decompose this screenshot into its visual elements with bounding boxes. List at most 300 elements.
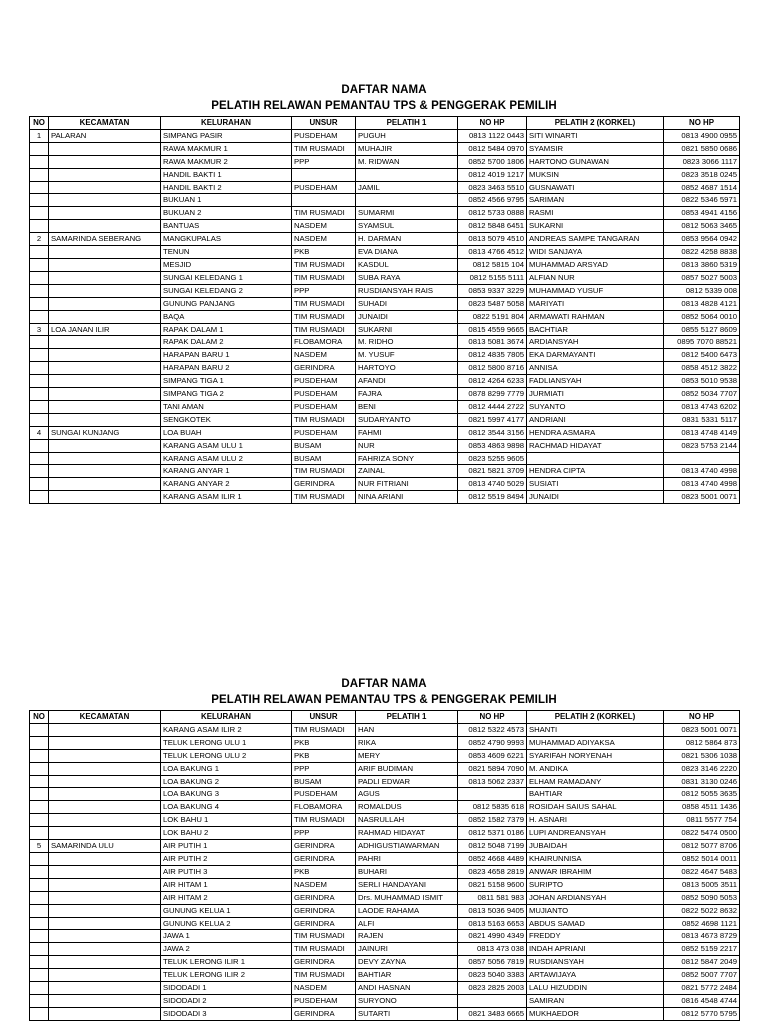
cell-no-hp-2: 0852 4698 1121 bbox=[664, 917, 740, 930]
table-row bbox=[30, 491, 740, 504]
cell-pelatih-1: ADHIGUSTIAWARMAN bbox=[356, 840, 458, 853]
cell-pelatih-2: SYARIFAH NORYENAH bbox=[527, 749, 664, 762]
cell-no bbox=[30, 142, 49, 155]
cell-unsur: GERINDRA bbox=[292, 956, 356, 969]
cell-no-hp-2: 0811 5577 754 bbox=[664, 814, 740, 827]
cell-kelurahan: LOA BAKUNG 3 bbox=[161, 788, 292, 801]
cell-pelatih-2 bbox=[527, 452, 664, 465]
cell-pelatih-2: BACHTIAR bbox=[527, 323, 664, 336]
cell-no-hp-2: 0813 4900 0955 bbox=[664, 129, 740, 142]
cell-no-hp-1: 0815 4559 9665 bbox=[458, 323, 527, 336]
cell-no-hp-2: 0858 4512 3822 bbox=[664, 362, 740, 375]
cell-no-hp-1: 0812 3544 3156 bbox=[458, 426, 527, 439]
cell-unsur: GERINDRA bbox=[292, 904, 356, 917]
cell-unsur: GERINDRA bbox=[292, 852, 356, 865]
cell-pelatih-2: MUKHAEDOR bbox=[527, 1007, 664, 1020]
cell-no-hp-1: 0852 4668 4489 bbox=[458, 852, 527, 865]
cell-pelatih-2: ROSIDAH SAIUS SAHAL bbox=[527, 801, 664, 814]
cell-no-hp-1: 0813 5036 9405 bbox=[458, 904, 527, 917]
cell-no-hp-2: 0822 4258 8838 bbox=[664, 246, 740, 259]
cell-no-hp-2: 0852 4687 1514 bbox=[664, 181, 740, 194]
cell-no: 2 bbox=[30, 233, 49, 246]
cell-pelatih-2: ABDUS SAMAD bbox=[527, 917, 664, 930]
cell-no bbox=[30, 491, 49, 504]
cell-no bbox=[30, 181, 49, 194]
cell-no-hp-1: 0822 5191 804 bbox=[458, 310, 527, 323]
cell-no-hp-1: 0813 5079 4510 bbox=[458, 233, 527, 246]
cell-unsur: NASDEM bbox=[292, 982, 356, 995]
cell-kelurahan: LOA BAKUNG 2 bbox=[161, 775, 292, 788]
cell-kelurahan: TELUK LERONG ILIR 2 bbox=[161, 969, 292, 982]
cell-kecamatan bbox=[49, 413, 161, 426]
cell-pelatih-2: LALU HIZUDDIN bbox=[527, 982, 664, 995]
cell-unsur: TIM RUSMADI bbox=[292, 969, 356, 982]
cell-pelatih-2: ANWAR IBRAHIM bbox=[527, 865, 664, 878]
table-row bbox=[30, 207, 740, 220]
cell-no-hp-1: 0821 4990 4349 bbox=[458, 930, 527, 943]
table-row bbox=[30, 142, 740, 155]
table-row bbox=[30, 762, 740, 775]
table-header-row bbox=[30, 711, 740, 724]
cell-kecamatan bbox=[49, 749, 161, 762]
cell-no bbox=[30, 271, 49, 284]
cell-no bbox=[30, 723, 49, 736]
table-row bbox=[30, 129, 740, 142]
cell-unsur: PPP bbox=[292, 155, 356, 168]
cell-no-hp-1: 0823 3463 5510 bbox=[458, 181, 527, 194]
cell-no-hp-1 bbox=[458, 788, 527, 801]
cell-unsur: PPP bbox=[292, 762, 356, 775]
cell-kecamatan bbox=[49, 400, 161, 413]
cell-unsur: NASDEM bbox=[292, 220, 356, 233]
cell-no-hp-1: 0852 1582 7379 bbox=[458, 814, 527, 827]
cell-no-hp-2: 0813 3860 5319 bbox=[664, 258, 740, 271]
cell-pelatih-2: SURIPTO bbox=[527, 878, 664, 891]
cell-unsur: PPP bbox=[292, 827, 356, 840]
cell-kecamatan bbox=[49, 865, 161, 878]
cell-kecamatan bbox=[49, 762, 161, 775]
cell-pelatih-2: ANNISA bbox=[527, 362, 664, 375]
cell-no-hp-2 bbox=[664, 452, 740, 465]
cell-kecamatan bbox=[49, 969, 161, 982]
cell-pelatih-2: RACHMAD HIDAYAT bbox=[527, 439, 664, 452]
cell-unsur: TIM RUSMADI bbox=[292, 310, 356, 323]
cell-kelurahan: AIR PUTIH 3 bbox=[161, 865, 292, 878]
cell-unsur: PUSDEHAM bbox=[292, 388, 356, 401]
document-subtitle: PELATIH RELAWAN PEMANTAU TPS & PENGGERAK PEMILIH bbox=[211, 694, 557, 706]
cell-no-hp-1: 0812 4264 6233 bbox=[458, 375, 527, 388]
table-row bbox=[30, 840, 740, 853]
cell-no bbox=[30, 982, 49, 995]
cell-no-hp-2: 0822 5022 8632 bbox=[664, 904, 740, 917]
table-row bbox=[30, 258, 740, 271]
cell-pelatih-2: SUYANTO bbox=[527, 400, 664, 413]
col-header-pelatih-2: PELATIH 2 (KORKEL) bbox=[527, 711, 664, 724]
cell-no bbox=[30, 891, 49, 904]
cell-no-hp-2: 0823 3146 2220 bbox=[664, 762, 740, 775]
col-header-unsur: UNSUR bbox=[292, 117, 356, 130]
cell-no bbox=[30, 246, 49, 259]
col-header-no-hp-1: NO HP bbox=[458, 117, 527, 130]
col-header-kecamatan: KECAMATAN bbox=[49, 117, 161, 130]
col-header-unsur: UNSUR bbox=[292, 711, 356, 724]
table-row bbox=[30, 723, 740, 736]
cell-kelurahan: KARANG ASAM ILIR 2 bbox=[161, 723, 292, 736]
cell-kecamatan bbox=[49, 878, 161, 891]
cell-no bbox=[30, 943, 49, 956]
cell-no-hp-1: 0821 3483 6665 bbox=[458, 1007, 527, 1020]
cell-unsur: BUSAM bbox=[292, 452, 356, 465]
table-row bbox=[30, 749, 740, 762]
cell-kecamatan bbox=[49, 917, 161, 930]
cell-kelurahan: TELUK LERONG ILIR 1 bbox=[161, 956, 292, 969]
cell-kelurahan: RAWA MAKMUR 1 bbox=[161, 142, 292, 155]
cell-pelatih-2: FREDDY bbox=[527, 930, 664, 943]
cell-pelatih-2: MUHAMMAD ADIYAKSA bbox=[527, 736, 664, 749]
cell-no-hp-2: 0813 4740 4998 bbox=[664, 478, 740, 491]
cell-no-hp-1: 0812 4444 2722 bbox=[458, 400, 527, 413]
cell-pelatih-1: FAJRA bbox=[356, 388, 458, 401]
cell-no-hp-2: 0812 5055 3635 bbox=[664, 788, 740, 801]
cell-pelatih-2: SUKARNI bbox=[527, 220, 664, 233]
cell-kelurahan: LOA BAKUNG 1 bbox=[161, 762, 292, 775]
cell-pelatih-2: LUPI ANDREANSYAH bbox=[527, 827, 664, 840]
cell-pelatih-2: MUHAMMAD YUSUF bbox=[527, 284, 664, 297]
cell-kecamatan bbox=[49, 142, 161, 155]
table-row bbox=[30, 220, 740, 233]
cell-no bbox=[30, 375, 49, 388]
cell-unsur: PUSDEHAM bbox=[292, 788, 356, 801]
cell-pelatih-1: RAJEN bbox=[356, 930, 458, 943]
cell-kelurahan: KARANG ASAM ILIR 1 bbox=[161, 491, 292, 504]
table-row bbox=[30, 852, 740, 865]
cell-unsur: PUSDEHAM bbox=[292, 181, 356, 194]
cell-pelatih-1: EVA DIANA bbox=[356, 246, 458, 259]
cell-no bbox=[30, 297, 49, 310]
cell-no bbox=[30, 788, 49, 801]
cell-unsur: GERINDRA bbox=[292, 362, 356, 375]
cell-pelatih-1: JAMIL bbox=[356, 181, 458, 194]
cell-kecamatan bbox=[49, 246, 161, 259]
table-row bbox=[30, 400, 740, 413]
cell-pelatih-2: SITI WINARTI bbox=[527, 129, 664, 142]
cell-unsur: GERINDRA bbox=[292, 1007, 356, 1020]
cell-no-hp-1: 0812 5322 4573 bbox=[458, 723, 527, 736]
cell-no bbox=[30, 478, 49, 491]
cell-pelatih-1: HAN bbox=[356, 723, 458, 736]
cell-no-hp-1: 0821 5821 3709 bbox=[458, 465, 527, 478]
cell-unsur: GERINDRA bbox=[292, 891, 356, 904]
cell-kecamatan bbox=[49, 207, 161, 220]
table-row bbox=[30, 194, 740, 207]
cell-no-hp-2: 0852 5034 7707 bbox=[664, 388, 740, 401]
cell-no bbox=[30, 207, 49, 220]
cell-kelurahan: KARANG ANYAR 1 bbox=[161, 465, 292, 478]
cell-pelatih-1: NUR FITRIANI bbox=[356, 478, 458, 491]
cell-no-hp-1: 0821 5158 9600 bbox=[458, 878, 527, 891]
cell-no-hp-2: 0853 9564 0942 bbox=[664, 233, 740, 246]
cell-pelatih-1: NINA ARIANI bbox=[356, 491, 458, 504]
cell-kecamatan bbox=[49, 982, 161, 995]
cell-kecamatan bbox=[49, 452, 161, 465]
cell-pelatih-2: WIDI SANJAYA bbox=[527, 246, 664, 259]
cell-no-hp-2: 0823 5001 0071 bbox=[664, 491, 740, 504]
cell-kecamatan bbox=[49, 852, 161, 865]
cell-unsur: TIM RUSMADI bbox=[292, 723, 356, 736]
table-row bbox=[30, 284, 740, 297]
cell-no-hp-2: 0813 4673 8729 bbox=[664, 930, 740, 943]
cell-pelatih-2: MUJIANTO bbox=[527, 904, 664, 917]
table-row bbox=[30, 426, 740, 439]
table-row bbox=[30, 465, 740, 478]
cell-no-hp-2: 0823 5001 0071 bbox=[664, 723, 740, 736]
cell-kelurahan: AIR PUTIH 2 bbox=[161, 852, 292, 865]
cell-no-hp-2: 0812 5770 5795 bbox=[664, 1007, 740, 1020]
section-page-1 bbox=[0, 82, 768, 504]
cell-no-hp-2: 0822 5474 0500 bbox=[664, 827, 740, 840]
cell-kecamatan bbox=[49, 478, 161, 491]
cell-kecamatan bbox=[49, 723, 161, 736]
cell-pelatih-1: FAHRIZA SONY bbox=[356, 452, 458, 465]
cell-no: 5 bbox=[30, 840, 49, 853]
table-row bbox=[30, 865, 740, 878]
table-row bbox=[30, 246, 740, 259]
cell-pelatih-1: BUHARI bbox=[356, 865, 458, 878]
cell-kecamatan bbox=[49, 310, 161, 323]
cell-no bbox=[30, 168, 49, 181]
cell-kecamatan: SUNGAI KUNJANG bbox=[49, 426, 161, 439]
cell-kelurahan: LOA BUAH bbox=[161, 426, 292, 439]
cell-kelurahan: JAWA 2 bbox=[161, 943, 292, 956]
cell-no-hp-1: 0852 4566 9795 bbox=[458, 194, 527, 207]
document-title: DAFTAR NAMA bbox=[341, 84, 427, 96]
cell-kelurahan: GUNUNG KELUA 2 bbox=[161, 917, 292, 930]
cell-no-hp-1: 0812 5815 104 bbox=[458, 258, 527, 271]
cell-pelatih-1: M. YUSUF bbox=[356, 349, 458, 362]
table-row bbox=[30, 297, 740, 310]
cell-no-hp-2: 0831 5331 5117 bbox=[664, 413, 740, 426]
cell-kecamatan bbox=[49, 994, 161, 1007]
cell-no-hp-2: 0852 5159 2217 bbox=[664, 943, 740, 956]
cell-no-hp-1: 0811 581 983 bbox=[458, 891, 527, 904]
cell-no-hp-2: 0823 5753 2144 bbox=[664, 439, 740, 452]
cell-pelatih-1: PADLI EDWAR bbox=[356, 775, 458, 788]
cell-no-hp-2: 0852 5090 5053 bbox=[664, 891, 740, 904]
cell-kecamatan bbox=[49, 362, 161, 375]
cell-kelurahan: BANTUAS bbox=[161, 220, 292, 233]
col-header-no-hp-2: NO HP bbox=[664, 711, 740, 724]
cell-kelurahan: BUKUAN 1 bbox=[161, 194, 292, 207]
cell-no-hp-1: 0852 4790 9993 bbox=[458, 736, 527, 749]
cell-kecamatan bbox=[49, 775, 161, 788]
cell-kelurahan: LOK BAHU 1 bbox=[161, 814, 292, 827]
table-row bbox=[30, 814, 740, 827]
cell-kelurahan: MANGKUPALAS bbox=[161, 233, 292, 246]
col-header-pelatih-1: PELATIH 1 bbox=[356, 711, 458, 724]
cell-kecamatan bbox=[49, 891, 161, 904]
cell-no-hp-2: 0812 5077 8706 bbox=[664, 840, 740, 853]
cell-no-hp-1: 0812 5155 5111 bbox=[458, 271, 527, 284]
cell-no bbox=[30, 452, 49, 465]
cell-no-hp-1: 0813 473 038 bbox=[458, 943, 527, 956]
cell-kecamatan bbox=[49, 491, 161, 504]
cell-kelurahan: SENGKOTEK bbox=[161, 413, 292, 426]
cell-kecamatan bbox=[49, 736, 161, 749]
table-row bbox=[30, 943, 740, 956]
document-subtitle: PELATIH RELAWAN PEMANTAU TPS & PENGGERAK PEMILIH bbox=[211, 100, 557, 112]
cell-kecamatan: LOA JANAN ILIR bbox=[49, 323, 161, 336]
cell-pelatih-2: GUSNAWATI bbox=[527, 181, 664, 194]
cell-no bbox=[30, 775, 49, 788]
table-row bbox=[30, 375, 740, 388]
cell-kecamatan bbox=[49, 788, 161, 801]
cell-no-hp-2: 0823 3518 0245 bbox=[664, 168, 740, 181]
cell-kelurahan: HARAPAN BARU 2 bbox=[161, 362, 292, 375]
cell-pelatih-1: PAHRI bbox=[356, 852, 458, 865]
cell-no bbox=[30, 220, 49, 233]
cell-no bbox=[30, 736, 49, 749]
cell-kecamatan bbox=[49, 271, 161, 284]
cell-no-hp-2: 0852 5064 0010 bbox=[664, 310, 740, 323]
cell-no-hp-2: 0821 5306 1038 bbox=[664, 749, 740, 762]
cell-pelatih-1: ARIF BUDIMAN bbox=[356, 762, 458, 775]
cell-pelatih-1: AGUS bbox=[356, 788, 458, 801]
cell-pelatih-2: JUBAIDAH bbox=[527, 840, 664, 853]
cell-kelurahan: TANI AMAN bbox=[161, 400, 292, 413]
cell-pelatih-1: ALFI bbox=[356, 917, 458, 930]
cell-no-hp-2: 0813 4743 6202 bbox=[664, 400, 740, 413]
cell-unsur: PKB bbox=[292, 246, 356, 259]
cell-no-hp-1: 0812 5848 6451 bbox=[458, 220, 527, 233]
cell-no bbox=[30, 284, 49, 297]
cell-kecamatan bbox=[49, 1007, 161, 1020]
table-row bbox=[30, 155, 740, 168]
cell-no-hp-1: 0812 5519 8494 bbox=[458, 491, 527, 504]
cell-no-hp-2: 0812 5063 3465 bbox=[664, 220, 740, 233]
cell-no-hp-2: 0858 4511 1436 bbox=[664, 801, 740, 814]
cell-no-hp-1: 0812 5835 618 bbox=[458, 801, 527, 814]
cell-no-hp-2: 0821 5850 0686 bbox=[664, 142, 740, 155]
cell-kelurahan: BUKUAN 2 bbox=[161, 207, 292, 220]
col-header-no: NO bbox=[30, 711, 49, 724]
table-row bbox=[30, 233, 740, 246]
table-row bbox=[30, 271, 740, 284]
cell-kecamatan bbox=[49, 349, 161, 362]
table-row bbox=[30, 788, 740, 801]
cell-no-hp-2: 0823 3066 1117 bbox=[664, 155, 740, 168]
cell-pelatih-1: MUHAJIR bbox=[356, 142, 458, 155]
cell-no-hp-2: 0813 4748 4149 bbox=[664, 426, 740, 439]
table-row bbox=[30, 878, 740, 891]
cell-no-hp-2: 0822 5346 5971 bbox=[664, 194, 740, 207]
cell-no-hp-1: 0813 5081 3674 bbox=[458, 336, 527, 349]
col-header-kelurahan: KELURAHAN bbox=[161, 117, 292, 130]
cell-no: 3 bbox=[30, 323, 49, 336]
cell-kelurahan: SUNGAI KELEDANG 2 bbox=[161, 284, 292, 297]
cell-kecamatan bbox=[49, 801, 161, 814]
cell-unsur: PUSDEHAM bbox=[292, 994, 356, 1007]
cell-kecamatan bbox=[49, 336, 161, 349]
cell-kelurahan: KARANG ANYAR 2 bbox=[161, 478, 292, 491]
cell-no bbox=[30, 762, 49, 775]
cell-pelatih-2: EKA DARMAYANTI bbox=[527, 349, 664, 362]
cell-no bbox=[30, 969, 49, 982]
cell-unsur: NASDEM bbox=[292, 878, 356, 891]
cell-no-hp-1: 0812 5800 8716 bbox=[458, 362, 527, 375]
cell-pelatih-1: SUKARNI bbox=[356, 323, 458, 336]
cell-no bbox=[30, 1007, 49, 1020]
cell-pelatih-2: SYAMSIR bbox=[527, 142, 664, 155]
cell-no-hp-2: 0812 5400 6473 bbox=[664, 349, 740, 362]
cell-no bbox=[30, 310, 49, 323]
cell-pelatih-1: NASRULLAH bbox=[356, 814, 458, 827]
cell-kecamatan bbox=[49, 220, 161, 233]
cell-pelatih-1: BAHTIAR bbox=[356, 969, 458, 982]
cell-pelatih-1: Drs. MUHAMMAD ISMIT bbox=[356, 891, 458, 904]
cell-pelatih-2: HARTONO GUNAWAN bbox=[527, 155, 664, 168]
cell-no bbox=[30, 388, 49, 401]
table-row bbox=[30, 982, 740, 995]
cell-pelatih-2: M. ANDIKA bbox=[527, 762, 664, 775]
cell-pelatih-1 bbox=[356, 168, 458, 181]
cell-unsur: PUSDEHAM bbox=[292, 426, 356, 439]
cell-pelatih-1: PUGUH bbox=[356, 129, 458, 142]
table-row bbox=[30, 969, 740, 982]
cell-no-hp-1: 0813 5163 6653 bbox=[458, 917, 527, 930]
cell-unsur: NASDEM bbox=[292, 233, 356, 246]
cell-no-hp-2: 0813 5005 3511 bbox=[664, 878, 740, 891]
cell-no-hp-1: 0812 4019 1217 bbox=[458, 168, 527, 181]
cell-kelurahan: SIDODADI 3 bbox=[161, 1007, 292, 1020]
cell-kecamatan bbox=[49, 194, 161, 207]
cell-pelatih-1 bbox=[356, 194, 458, 207]
cell-pelatih-1: ROMALDUS bbox=[356, 801, 458, 814]
table-row bbox=[30, 349, 740, 362]
cell-pelatih-1: MERY bbox=[356, 749, 458, 762]
col-header-pelatih-1: PELATIH 1 bbox=[356, 117, 458, 130]
document-title: DAFTAR NAMA bbox=[341, 678, 427, 690]
cell-no bbox=[30, 349, 49, 362]
cell-no-hp-1: 0821 5997 4177 bbox=[458, 413, 527, 426]
cell-unsur: BUSAM bbox=[292, 775, 356, 788]
cell-pelatih-1: JUNAIDI bbox=[356, 310, 458, 323]
cell-no: 4 bbox=[30, 426, 49, 439]
cell-no bbox=[30, 852, 49, 865]
cell-pelatih-1: SERLI HANDAYANI bbox=[356, 878, 458, 891]
cell-kelurahan: MESJID bbox=[161, 258, 292, 271]
cell-no-hp-2: 0813 4740 4998 bbox=[664, 465, 740, 478]
cell-kecamatan bbox=[49, 181, 161, 194]
cell-no-hp-1: 0857 5056 7819 bbox=[458, 956, 527, 969]
cell-pelatih-2: RUSDIANSYAH bbox=[527, 956, 664, 969]
col-header-kecamatan: KECAMATAN bbox=[49, 711, 161, 724]
cell-pelatih-2: ARMAWATI RAHMAN bbox=[527, 310, 664, 323]
cell-no-hp-1: 0812 4835 7805 bbox=[458, 349, 527, 362]
cell-no bbox=[30, 465, 49, 478]
cell-unsur: TIM RUSMADI bbox=[292, 142, 356, 155]
cell-unsur: TIM RUSMADI bbox=[292, 323, 356, 336]
cell-kelurahan: RAPAK DALAM 2 bbox=[161, 336, 292, 349]
cell-pelatih-1: M. RIDHO bbox=[356, 336, 458, 349]
cell-unsur: TIM RUSMADI bbox=[292, 271, 356, 284]
cell-no-hp-2: 0852 5014 0011 bbox=[664, 852, 740, 865]
section-page-2 bbox=[0, 676, 768, 1021]
table-row bbox=[30, 323, 740, 336]
cell-no-hp-1: 0812 5048 7199 bbox=[458, 840, 527, 853]
cell-pelatih-1: KASDUL bbox=[356, 258, 458, 271]
cell-kecamatan bbox=[49, 814, 161, 827]
cell-pelatih-2: KHAIRUNNISA bbox=[527, 852, 664, 865]
